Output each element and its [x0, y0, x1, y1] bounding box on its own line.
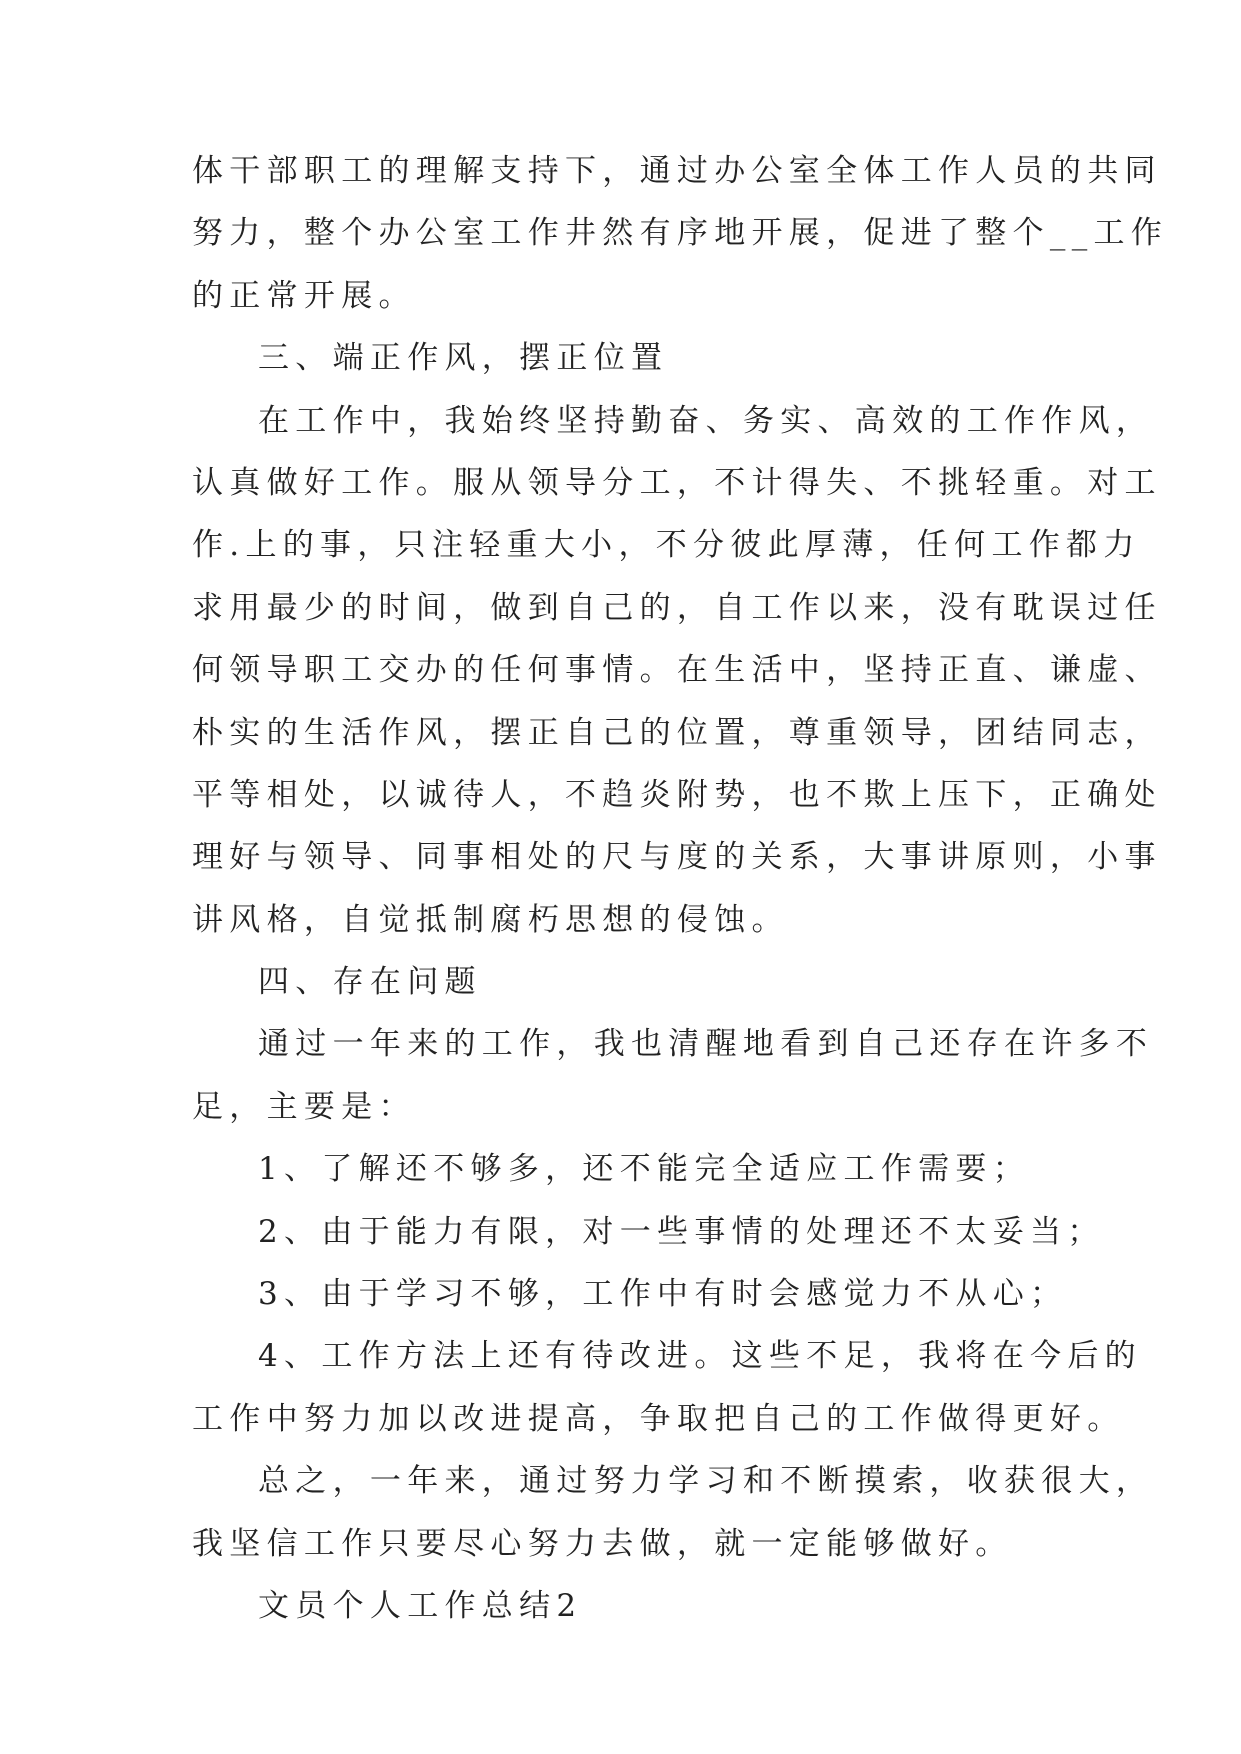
section-heading: 四、存在问题: [258, 964, 482, 1001]
list-item: 3、由于学习不够，工作中有时会感觉力不从心；: [258, 1276, 1068, 1313]
text-line: 平等相处，以诚待人，不趋炎附势，也不欺上压下，正确处: [192, 776, 1162, 813]
section-title: 文员个人工作总结2: [258, 1587, 583, 1624]
list-item: 2、由于能力有限，对一些事情的处理还不太妥当；: [258, 1213, 1105, 1250]
text-line: 我坚信工作只要尽心努力去做，就一定能够做好。: [192, 1525, 1013, 1562]
text-line: 理好与领导、同事相处的尺与度的关系，大事讲原则，小事: [192, 839, 1162, 876]
text-line: 总之，一年来，通过努力学习和不断摸索，收获很大，: [258, 1463, 1154, 1500]
list-item: 1、了解还不够多，还不能完全适应工作需要；: [258, 1151, 1031, 1188]
text-line: 认真做好工作。服从领导分工，不计得失、不挑轻重。对工: [192, 464, 1162, 501]
section-heading: 三、端正作风，摆正位置: [258, 340, 669, 377]
list-item: 4、工作方法上还有待改进。这些不足，我将在今后的: [258, 1338, 1142, 1375]
text-line: 工作中努力加以改进提高，争取把自己的工作做得更好。: [192, 1400, 1125, 1437]
text-line: 的正常开展。: [192, 277, 416, 314]
text-line: 足，主要是：: [192, 1088, 416, 1125]
document-page: [192, 140, 1169, 1637]
text-line: 作.上的事，只注轻重大小，不分彼此厚薄，任何工作都力: [192, 527, 1141, 564]
text-line: 在工作中，我始终坚持勤奋、务实、高效的工作作风，: [258, 402, 1154, 439]
text-line: 何领导职工交办的任何事情。在生活中，坚持正直、谦虚、: [192, 652, 1162, 689]
text-line: 讲风格，自觉抵制腐朽思想的侵蚀。: [192, 901, 789, 938]
text-line: 努力，整个办公室工作井然有序地开展，促进了整个__工作: [192, 215, 1169, 252]
text-line: 求用最少的时间，做到自己的，自工作以来，没有耽误过任: [192, 589, 1162, 626]
text-line: 朴实的生活作风，摆正自己的位置，尊重领导，团结同志，: [192, 714, 1162, 751]
text-line: 通过一年来的工作，我也清醒地看到自己还存在许多不: [258, 1026, 1154, 1063]
text-line: 体干部职工的理解支持下，通过办公室全体工作人员的共同: [192, 153, 1162, 189]
